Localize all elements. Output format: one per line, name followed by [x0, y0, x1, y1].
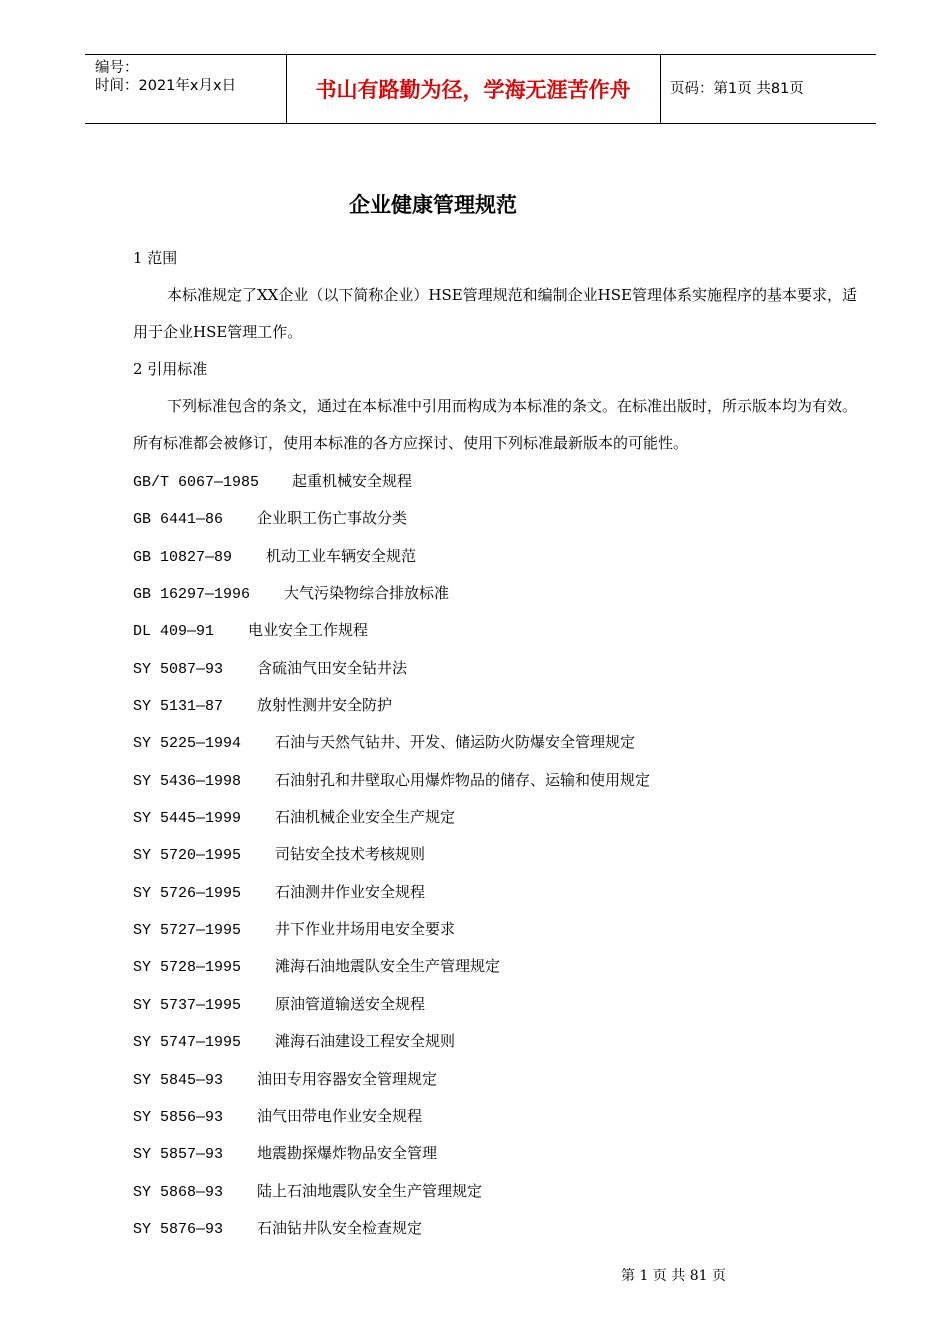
reference-item: [133, 694, 873, 731]
reference-title: 机动工业车辆安全规范: [266, 546, 417, 565]
reference-code: SY 5445—1999: [133, 810, 242, 828]
reference-item: [133, 1142, 873, 1179]
reference-item: [133, 955, 873, 992]
reference-title: 滩海石油建设工程安全规则: [275, 1032, 456, 1051]
reference-code: DL 409—91: [133, 623, 215, 641]
reference-title: 油田专用容器安全管理规定: [257, 1069, 438, 1088]
section-1-heading: 1 范围: [133, 249, 178, 267]
reference-title: 放射性测井安全防护: [257, 696, 393, 715]
reference-item: [133, 1068, 873, 1105]
reference-title: 电业安全工作规程: [248, 621, 369, 640]
reference-item: [133, 619, 873, 656]
reference-code: GB 16297—1996: [133, 586, 251, 604]
header-motto-cell: [286, 55, 661, 123]
header-motto: 书山有路勤为径，学海无涯苦作舟: [315, 78, 631, 102]
reference-code: SY 5856—93: [133, 1108, 224, 1126]
document-number-label: 编号：: [95, 60, 139, 76]
reference-title: 地震勘探爆炸物品安全管理: [257, 1144, 438, 1163]
reference-title: 石油机械企业安全生产规定: [275, 808, 456, 827]
reference-title: 石油测井作业安全规程: [275, 882, 426, 901]
reference-item: [133, 1217, 873, 1254]
section-2-text: 下列标准包含的条文，通过在本标准中引用而构成为本标准的条文。在标准出版时，所示版本均为有效。所有标准都会被修订，使用本标准的各方应探讨、使用下列标准最新版本的可能性。: [133, 397, 858, 452]
reference-code: GB 10827—89: [133, 548, 233, 566]
reference-code: SY 5131—87: [133, 698, 224, 716]
reference-code: GB 6441—86: [133, 511, 224, 529]
reference-code: SY 5876—93: [133, 1220, 224, 1238]
reference-title: 石油射孔和井壁取心用爆炸物品的储存、运输和使用规定: [275, 770, 651, 789]
reference-title: 起重机械安全规程: [292, 472, 413, 490]
reference-title: 企业职工伤亡事故分类: [257, 509, 408, 528]
header-right-cell: [661, 55, 876, 123]
section-1-text: 本标准规定了XX企业（以下简称企业）HSE管理规范和编制企业HSE管理体系实施程序的基本要求，适用于企业HSE管理工作。: [133, 286, 857, 341]
reference-code: SY 5225—1994: [133, 735, 242, 753]
page-header: [85, 54, 876, 124]
reference-item: [133, 993, 873, 1030]
header-page-info: 页码：第1页 共81页: [670, 81, 804, 97]
reference-title: 滩海石油地震队安全生产管理规定: [275, 957, 501, 976]
reference-code: GB/T 6067—1985: [133, 474, 260, 491]
reference-code: SY 5436—1998: [133, 772, 242, 790]
reference-code: SY 5726—1995: [133, 884, 242, 902]
reference-item: [133, 470, 873, 507]
reference-title: 司钻安全技术考核规则: [275, 845, 426, 864]
reference-title: 含硫油气田安全钻井法: [257, 658, 408, 677]
reference-code: SY 5845—93: [133, 1071, 224, 1089]
reference-code: SY 5727—1995: [133, 922, 242, 940]
reference-item: [133, 918, 873, 955]
reference-standards-list: [133, 470, 873, 1254]
reference-title: 油气田带电作业安全规程: [257, 1106, 423, 1125]
reference-title: 大气污染物综合排放标准: [284, 584, 450, 603]
document-time-label: 时间：2021年x月x日: [95, 78, 237, 94]
reference-title: 陆上石油地震队安全生产管理规定: [257, 1181, 483, 1200]
reference-code: SY 5737—1995: [133, 996, 242, 1014]
reference-title: 井下作业井场用电安全要求: [275, 920, 456, 939]
reference-item: [133, 1180, 873, 1217]
reference-code: SY 5857—93: [133, 1146, 224, 1164]
reference-item: [133, 545, 873, 582]
section-2-heading: 2 引用标准: [133, 360, 208, 378]
reference-item: [133, 806, 873, 843]
reference-item: [133, 843, 873, 880]
reference-code: SY 5868—93: [133, 1183, 224, 1201]
page-footer: 第 1 页 共 81 页: [621, 1268, 726, 1284]
reference-item: [133, 1105, 873, 1142]
reference-code: SY 5728—1995: [133, 959, 242, 977]
reference-code: SY 5747—1995: [133, 1034, 242, 1052]
reference-item: [133, 1030, 873, 1067]
reference-item: [133, 731, 873, 768]
reference-item: [133, 582, 873, 619]
reference-title: 原油管道输送安全规程: [275, 994, 426, 1013]
reference-item: [133, 881, 873, 918]
reference-title: 石油钻井队安全检查规定: [257, 1218, 423, 1237]
header-left-cell: [85, 55, 287, 123]
reference-code: SY 5720—1995: [133, 847, 242, 865]
reference-item: [133, 657, 873, 694]
document-title: 企业健康管理规范: [349, 193, 517, 217]
reference-item: [133, 769, 873, 806]
reference-item: [133, 507, 873, 544]
reference-code: SY 5087—93: [133, 660, 224, 678]
reference-title: 石油与天然气钻井、开发、储运防火防爆安全管理规定: [275, 733, 636, 752]
